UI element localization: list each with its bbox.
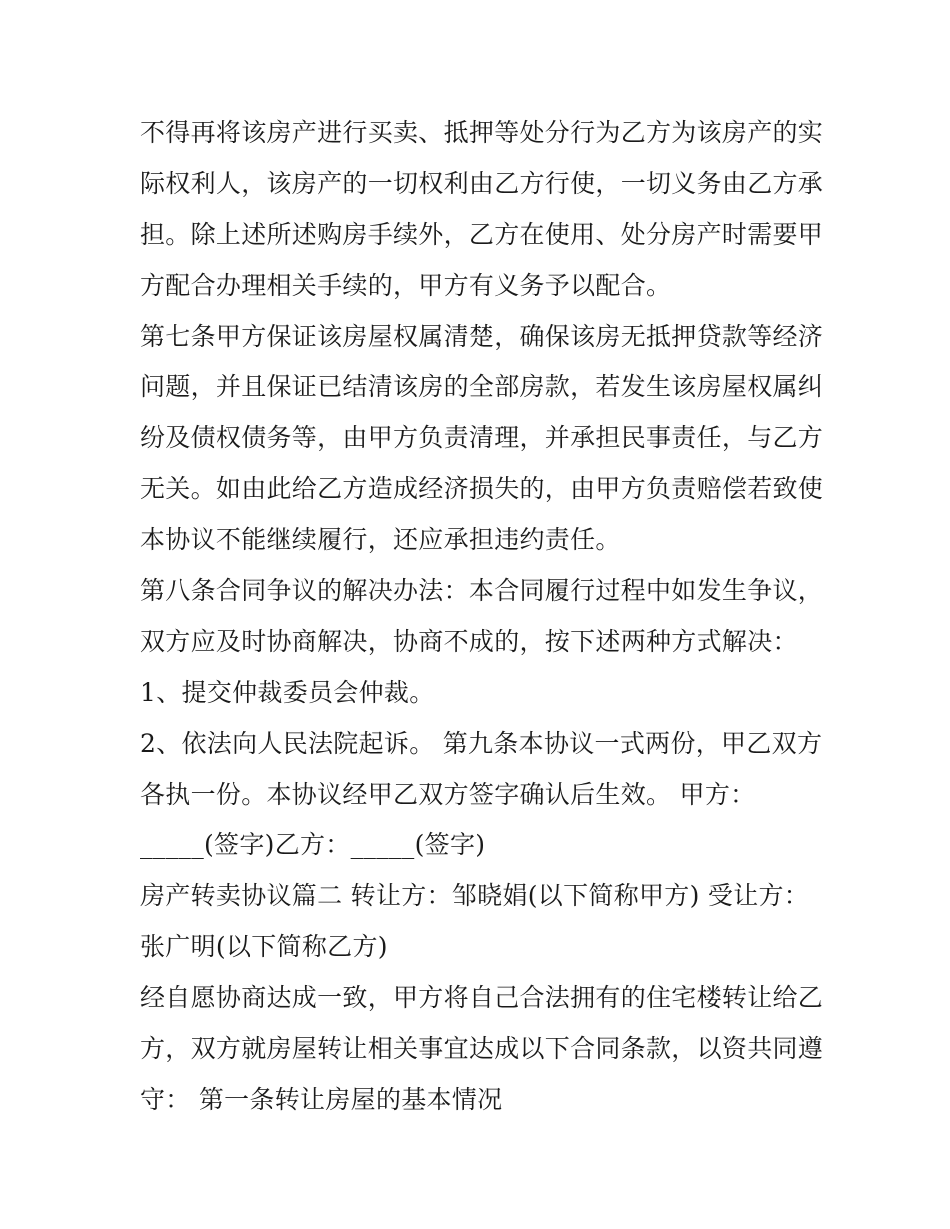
text-line: 张广明(以下简称乙方) [140, 932, 388, 962]
text-line: 1、提交仲裁委员会仲裁。 [140, 677, 435, 707]
text-line: 守： 第一条转让房屋的基本情况 [140, 1084, 503, 1114]
text-line: _____(签字)乙方：_____(签字) [140, 830, 486, 860]
text-line: 第八条合同争议的解决办法：本合同履行过程中如发生争议， [140, 576, 824, 606]
document-body [140, 108, 824, 1126]
text-line: 不得再将该房产进行买卖、抵押等处分行为乙方为该房产的实 [140, 118, 824, 147]
text-line: 房产转卖协议篇二 转让方：邹晓娟(以下简称甲方) 受让方： [140, 881, 810, 911]
text-line: 经自愿协商达成一致，甲方将自己合法拥有的住宅楼转让给乙 [140, 983, 824, 1013]
text-line: 方配合办理相关手续的，甲方有义务予以配合。 [140, 270, 672, 300]
text-line: 担。除上述所述购房手续外，乙方在使用、处分房产时需要甲 [140, 219, 824, 249]
text-line: 各执一份。本协议经甲乙双方签字确认后生效。 甲方： [140, 779, 756, 809]
text-line: 问题，并且保证已结清该房的全部房款，若发生该房屋权属纠 [140, 372, 824, 402]
text-line: 本协议不能继续履行，还应承担违约责任。 [140, 525, 621, 555]
text-line: 2、依法向人民法院起诉。 第九条本协议一式两份，甲乙双方 [140, 728, 823, 758]
text-line: 双方应及时协商解决，协商不成的，按下述两种方式解决： [140, 626, 798, 656]
text-line: 第七条甲方保证该房屋权属清楚，确保该房无抵押贷款等经济 [140, 321, 824, 351]
text-line: 际权利人，该房产的一切权利由乙方行使，一切义务由乙方承 [140, 168, 824, 198]
text-line: 纷及债权债务等，由甲方负责清理，并承担民事责任，与乙方 [140, 423, 824, 453]
text-line: 无关。如由此给乙方造成经济损失的，由甲方负责赔偿若致使 [140, 474, 824, 504]
text-line: 方，双方就房屋转让相关事宜达成以下合同条款，以资共同遵 [140, 1034, 824, 1064]
